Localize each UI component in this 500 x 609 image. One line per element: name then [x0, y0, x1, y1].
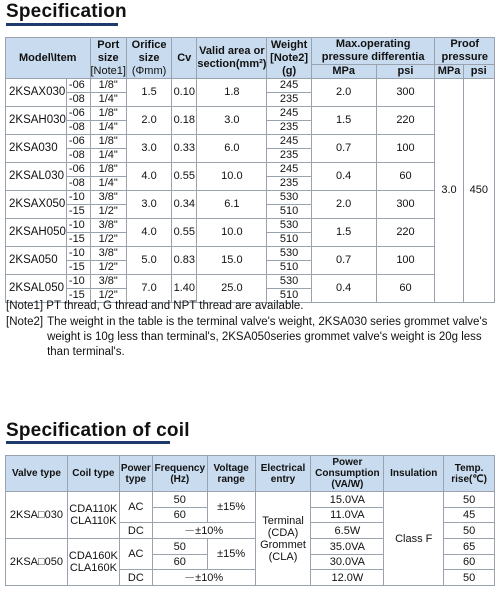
coil-row [6, 492, 495, 508]
cv-cell: 0.10 [172, 79, 197, 107]
frequency-cell: 50 [152, 539, 207, 555]
proof-mpa-cell: 3.0 [435, 79, 463, 303]
valid-area-cell: 10.0 [197, 219, 267, 247]
insulation-cell: Class F [384, 492, 444, 586]
model-suffix: -06 [66, 163, 90, 177]
weight-cell: 245 [267, 135, 311, 149]
port-size-cell: 1/2" [90, 205, 126, 219]
coil-header-power-type: Power type [119, 456, 152, 492]
entry-terminal: Terminal [262, 514, 304, 527]
header-proof-pressure: Proof pressure [435, 38, 495, 65]
port-size-cell: 3/8" [90, 191, 126, 205]
coil-type-cell [67, 492, 119, 539]
model-name: 2KSA050 [6, 247, 67, 275]
entry-grommet-code: (CLA) [268, 550, 298, 563]
power-consumption-cell: 30.0VA [311, 555, 384, 570]
cv-cell: 0.34 [172, 191, 197, 219]
header-mpa: MPa [311, 65, 376, 79]
header-weight: Weight [Note2](g) [267, 38, 311, 79]
port-size-cell: 1/8" [90, 79, 126, 93]
notes [6, 299, 496, 361]
model-name: 2KSAH050 [6, 219, 67, 247]
power-type-dc: DC [119, 570, 152, 586]
mpa-cell: 1.5 [311, 219, 376, 247]
coil-title: Specification of coil [6, 420, 190, 441]
orifice-cell: 1.5 [126, 79, 171, 107]
weight-cell: 235 [267, 177, 311, 191]
weight-cell: 510 [267, 289, 311, 303]
port-size-cell: 1/4" [90, 93, 126, 107]
temp-rise-cell: 50 [444, 570, 495, 586]
weight-cell: 235 [267, 149, 311, 163]
coil-table [5, 455, 495, 586]
note-2-tag: [Note2] [6, 316, 44, 328]
port-size-cell: 1/8" [90, 107, 126, 121]
proof-psi-cell: 450 [463, 79, 494, 303]
model-name: 2KSAX030 [6, 79, 67, 107]
power-type-ac: AC [119, 492, 152, 523]
model-suffix: -08 [66, 121, 90, 135]
mpa-cell: 0.7 [311, 135, 376, 163]
model-suffix: -10 [66, 275, 90, 289]
orifice-cell: 2.0 [126, 107, 171, 135]
model-suffix: -15 [66, 289, 90, 303]
coil-header-temp: Temp. rise(℃) [444, 456, 495, 492]
coil-type-1: CDA160K [68, 550, 118, 562]
spec-row [6, 191, 495, 205]
cv-cell: 0.55 [172, 163, 197, 191]
cv-cell: 0.18 [172, 107, 197, 135]
model-suffix: -15 [66, 205, 90, 219]
model-suffix: -08 [66, 93, 90, 107]
spec-title: Specification [6, 1, 127, 22]
model-suffix: -06 [66, 107, 90, 121]
orifice-cell: 4.0 [126, 219, 171, 247]
power-consumption-cell: 11.0VA [311, 508, 384, 523]
spec-row [6, 219, 495, 233]
model-suffix: -06 [66, 79, 90, 93]
cv-cell: 0.33 [172, 135, 197, 163]
mpa-cell: 2.0 [311, 191, 376, 219]
cv-cell: 1.40 [172, 275, 197, 303]
coil-header-electrical: Electrical entry [255, 456, 311, 492]
coil-type-2: CLA160K [69, 562, 117, 574]
voltage-ac: ±15% [207, 539, 255, 570]
valid-area-cell: 10.0 [197, 163, 267, 191]
psi-cell: 300 [376, 79, 435, 107]
weight-cell: 530 [267, 191, 311, 205]
coil-header-voltage: Voltage range [207, 456, 255, 492]
entry-terminal-code: (CDA) [267, 526, 299, 539]
port-size-cell: 1/8" [90, 135, 126, 149]
model-suffix: -10 [66, 247, 90, 261]
coil-title-rule [6, 441, 170, 444]
weight-cell: 245 [267, 79, 311, 93]
port-size-cell: 1/2" [90, 289, 126, 303]
mpa-cell: 2.0 [311, 79, 376, 107]
spec-row [6, 79, 495, 93]
cv-cell: 0.55 [172, 219, 197, 247]
spec-row [6, 275, 495, 289]
coil-valve-type: 2KSA□050 [6, 539, 68, 586]
header-psi: psi [376, 65, 435, 79]
header-cv: Cv [172, 38, 197, 79]
power-type-dc: DC [119, 523, 152, 539]
psi-cell: 220 [376, 107, 435, 135]
note-1 [6, 299, 496, 314]
psi-cell: 220 [376, 219, 435, 247]
header-valid-area: Valid area or section(mm²) [197, 38, 267, 79]
model-name: 2KSAX050 [6, 191, 67, 219]
frequency-cell: 60 [152, 555, 207, 570]
coil-header-power: Power Consumption (VA/W) [311, 456, 384, 492]
note-2 [6, 315, 496, 360]
temp-rise-cell: 50 [444, 523, 495, 539]
mpa-cell: 0.4 [311, 163, 376, 191]
weight-cell: 235 [267, 93, 311, 107]
entry-grommet: Grommet [260, 538, 306, 551]
model-name: 2KSAH030 [6, 107, 67, 135]
model-name: 2KSAL030 [6, 163, 67, 191]
port-size-cell: 1/8" [90, 163, 126, 177]
orifice-cell: 4.0 [126, 163, 171, 191]
coil-header-frequency: Frequency (Hz) [152, 456, 207, 492]
electrical-entry [255, 492, 311, 586]
coil-header-insulation: Insulation [384, 456, 444, 492]
weight-cell: 510 [267, 233, 311, 247]
power-consumption-cell: 15.0VA [311, 492, 384, 508]
valid-area-cell: 3.0 [197, 107, 267, 135]
weight-cell: 530 [267, 275, 311, 289]
header-model: Model\Item [6, 38, 91, 79]
port-size-cell: 1/2" [90, 233, 126, 247]
model-name: 2KSA030 [6, 135, 67, 163]
spec-title-rule [6, 23, 118, 26]
valid-area-cell: 6.1 [197, 191, 267, 219]
temp-rise-cell: 65 [444, 539, 495, 555]
orifice-cell: 3.0 [126, 191, 171, 219]
psi-cell: 100 [376, 247, 435, 275]
port-size-cell: 1/4" [90, 177, 126, 191]
model-suffix: -08 [66, 177, 90, 191]
header-orifice: Orifice size (Φmm) [126, 38, 171, 79]
note-1-tag: [Note1] [6, 300, 44, 312]
temp-rise-cell: 45 [444, 508, 495, 523]
dc-freq-voltage: －±10% [152, 523, 255, 539]
coil-header-coil-type: Coil type [67, 456, 119, 492]
port-size-cell: 3/8" [90, 219, 126, 233]
port-size-cell: 1/2" [90, 261, 126, 275]
model-suffix: -15 [66, 233, 90, 247]
voltage-ac: ±15% [207, 492, 255, 523]
header-port-size: Port size [Note1] [90, 38, 126, 77]
power-type-ac: AC [119, 539, 152, 570]
port-size-cell: 3/8" [90, 275, 126, 289]
frequency-cell: 50 [152, 492, 207, 508]
psi-cell: 60 [376, 163, 435, 191]
weight-cell: 510 [267, 205, 311, 219]
model-suffix: -15 [66, 261, 90, 275]
coil-valve-type: 2KSA□030 [6, 492, 68, 539]
weight-cell: 530 [267, 219, 311, 233]
temp-rise-cell: 50 [444, 492, 495, 508]
spec-row [6, 247, 495, 261]
header-proof-psi: psi [463, 65, 494, 79]
header-proof-mpa: MPa [435, 65, 463, 79]
model-suffix: -08 [66, 149, 90, 163]
weight-cell: 530 [267, 247, 311, 261]
valid-area-cell: 6.0 [197, 135, 267, 163]
header-max-pressure: Max.operating pressure differentia [311, 38, 435, 65]
weight-cell: 235 [267, 121, 311, 135]
psi-cell: 100 [376, 135, 435, 163]
mpa-cell: 1.5 [311, 107, 376, 135]
valid-area-cell: 1.8 [197, 79, 267, 107]
cv-cell: 0.83 [172, 247, 197, 275]
psi-cell: 300 [376, 191, 435, 219]
coil-header-valve-type: Valve type [6, 456, 68, 492]
coil-type-cell [67, 539, 119, 586]
power-consumption-cell: 6.5W [311, 523, 384, 539]
valid-area-cell: 15.0 [197, 247, 267, 275]
power-consumption-cell: 35.0VA [311, 539, 384, 555]
model-suffix: -10 [66, 219, 90, 233]
port-size-cell: 3/8" [90, 247, 126, 261]
orifice-cell: 7.0 [126, 275, 171, 303]
valid-area-cell: 25.0 [197, 275, 267, 303]
coil-type-1: CDA110K [69, 503, 118, 515]
model-suffix: -10 [66, 191, 90, 205]
weight-cell: 245 [267, 163, 311, 177]
dc-freq-voltage: －±10% [152, 570, 255, 586]
note-1-text: PT thread, G thread and NPT thread are available. [46, 300, 304, 312]
power-consumption-cell: 12.0W [311, 570, 384, 586]
orifice-cell: 5.0 [126, 247, 171, 275]
spec-row [6, 163, 495, 177]
temp-rise-cell: 60 [444, 555, 495, 570]
mpa-cell: 0.4 [311, 275, 376, 303]
mpa-cell: 0.7 [311, 247, 376, 275]
model-name: 2KSAL050 [6, 275, 67, 303]
weight-cell: 245 [267, 107, 311, 121]
port-size-cell: 1/4" [90, 149, 126, 163]
orifice-cell: 3.0 [126, 135, 171, 163]
psi-cell: 60 [376, 275, 435, 303]
coil-type-2: CLA110K [70, 515, 117, 527]
spec-row [6, 107, 495, 121]
frequency-cell: 60 [152, 508, 207, 523]
spec-row [6, 135, 495, 149]
note-2-text: The weight in the table is the terminal valve's weight, 2KSA030 series grommet valve's weight is 10g less than terminal's, 2KSA050series grommet valve's weight is 20g less than terminal's. [47, 316, 488, 358]
weight-cell: 510 [267, 261, 311, 275]
port-size-cell: 1/4" [90, 121, 126, 135]
spec-table [5, 37, 495, 303]
model-suffix: -06 [66, 135, 90, 149]
